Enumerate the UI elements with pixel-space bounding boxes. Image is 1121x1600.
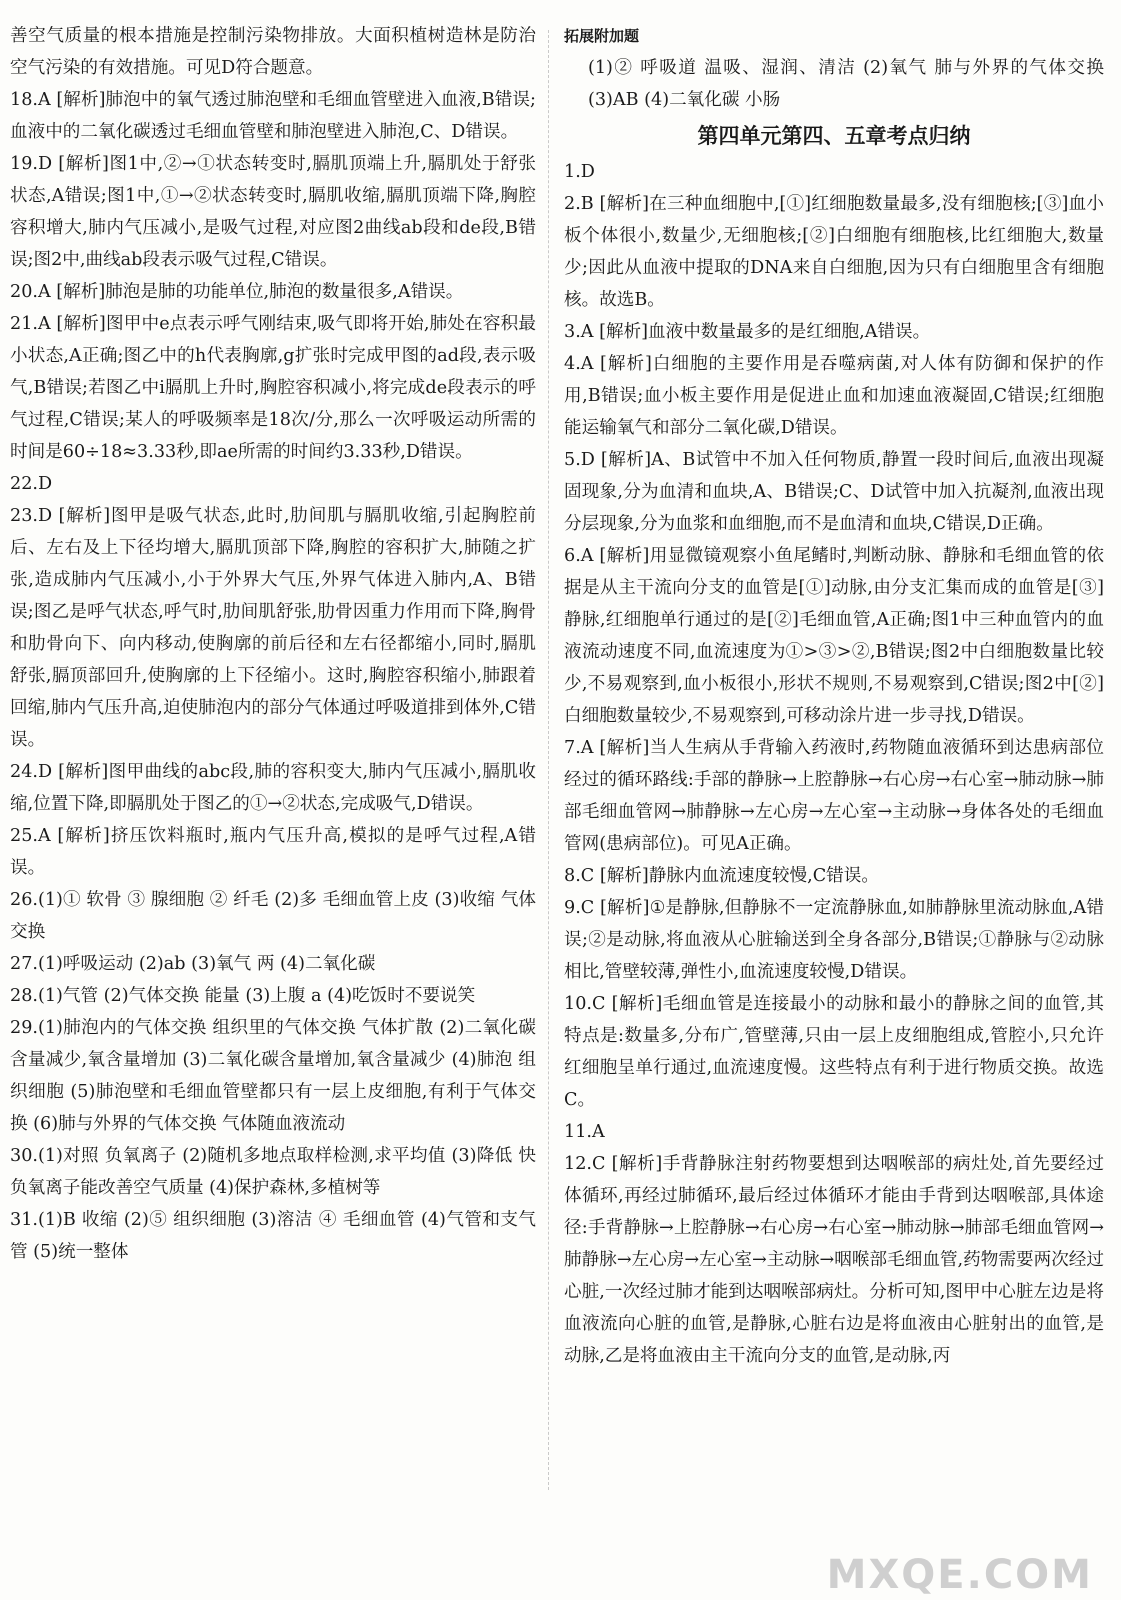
answer-r1: 1.D — [564, 162, 595, 182]
answer-r5: 5.D [解析]A、B试管中不加入任何物质,静置一段时间后,血液出现凝固现象,分为血清和血块,A、B错误;C、D试管中加入抗凝剂,血液出现分层现象,分为血浆和血细胞,而不是血清和血块,C错误,D正确。 — [564, 450, 1104, 534]
right-column — [564, 20, 1104, 1560]
answer-28: 28.(1)气管 (2)气体交换 能量 (3)上腹 a (4)吃饭时不要说笑 — [10, 986, 476, 1006]
answer-r2: 2.B [解析]在三种血细胞中,[①]红细胞数量最多,没有细胞核;[③]血小板个体很小,数量少,无细胞核;[②]白细胞有细胞核,比红细胞大,数量少;因此从血液中提取的DNA来自白细胞,因为只有白细胞里含有细胞核。故选B。 — [564, 194, 1104, 310]
answer-30: 30.(1)对照 负氧离子 (2)随机多地点取样检测,求平均值 (3)降低 快 负氧离子能改善空气质量 (4)保护森林,多植树等 — [10, 1146, 536, 1198]
answer-r6: 6.A [解析]用显微镜观察小鱼尾鳍时,判断动脉、静脉和毛细血管的依据是从主干流向分支的血管是[①]动脉,由分支汇集而成的血管是[③]静脉,红细胞单行通过的是[②]毛细血管,A正确;图1中三种血管内的血液流动速度不同,血流速度为①>③>②,B错误;图2中白细胞数量比较少,不易观察到,血小板很小,形状不规则,不易观察到,C错误;图2中[②]白细胞数量较少,不易观察到,可移动涂片进一步寻找,D错误。 — [564, 546, 1104, 726]
answer-r4: 4.A [解析]白细胞的主要作用是吞噬病菌,对人体有防御和保护的作用,B错误;血小板主要作用是促进止血和加速血液凝固,C错误;红细胞能运输氧气和部分二氧化碳,D错误。 — [564, 354, 1104, 438]
watermark: MXQE.COM — [826, 1552, 1093, 1598]
answer-26: 26.(1)① 软骨 ③ 腺细胞 ② 纤毛 (2)多 毛细血管上皮 (3)收缩 气体交换 — [10, 890, 536, 942]
answer-21: 21.A [解析]图甲中e点表示呼气刚结束,吸气即将开始,肺处在容积最小状态,A正确;图乙中的h代表胸廓,g扩张时完成甲图的ad段,表示吸气,B错误;若图乙中i膈肌上升时,胸腔容积减小,将完成de段表示的呼气过程,C错误;某人的呼吸频率是18次/分,那么一次呼吸运动所需的时间是60÷18≈3.33秒,即ae所需的时间约3.33秒,D错误。 — [10, 314, 536, 462]
answer-r12: 12.C [解析]手背静脉注射药物要想到达咽喉部的病灶处,首先要经过体循环,再经过肺循环,最后经过体循环才能由手背到达咽喉部,具体途径:手背静脉→上腔静脉→右心房→右心室→肺动脉→肺部毛细血管网→肺静脉→左心房→左心室→主动脉→咽喉部毛细血管,药物需要两次经过心脏,一次经过肺才能到达咽喉部病灶。分析可知,图甲中心脏左边是将血液流向心脏的血管,是静脉,心脏右边是将血液由心脏射出的血管,是动脉,乙是将血液由主干流向分支的血管,是动脉,丙 — [564, 1154, 1104, 1366]
answer-r3: 3.A [解析]血液中数量最多的是红细胞,A错误。 — [564, 322, 931, 342]
column-divider — [548, 30, 549, 1490]
answer-r10: 10.C [解析]毛细血管是连接最小的动脉和最小的静脉之间的血管,其特点是:数量多,分布广,管壁薄,只由一层上皮细胞组成,管腔小,只允许红细胞呈单行通过,血流速度慢。这些特点有利于进行物质交换。故选C。 — [564, 994, 1104, 1110]
extension-answer: (1)② 呼吸道 温吸、湿润、清洁 (2)氧气 肺与外界的气体交换 (3)AB (4)二氧化碳 小肠 — [588, 58, 1104, 110]
answer-r9: 9.C [解析]①是静脉,但静脉不一定流静脉血,如肺静脉里流动脉血,A错误;②是动脉,将血液从心脏输送到全身各部分,B错误;①静脉与②动脉相比,管壁较薄,弹性小,血流速度较慢,D错误。 — [564, 898, 1104, 982]
answer-18: 18.A [解析]肺泡中的氧气透过肺泡壁和毛细血管壁进入血液,B错误;血液中的二氧化碳透过毛细血管壁和肺泡壁进入肺泡,C、D错误。 — [10, 90, 536, 142]
answer-22: 22.D — [10, 474, 53, 494]
answer-r11: 11.A — [564, 1122, 605, 1142]
answer-29: 29.(1)肺泡内的气体交换 组织里的气体交换 气体扩散 (2)二氧化碳含量减少,氧含量增加 (3)二氧化碳含量增加,氧含量减少 (4)肺泡 组织细胞 (5)肺泡壁和毛细血管壁都只有一层上皮细胞,有利于气体交换 (6)肺与外界的气体交换 气体随血液流动 — [10, 1018, 536, 1134]
unit-title: 第四单元第四、五章考点归纳 — [697, 124, 971, 148]
answer-31: 31.(1)B 收缩 (2)⑤ 组织细胞 (3)溶洁 ④ 毛细血管 (4)气管和支气管 (5)统一整体 — [10, 1210, 536, 1262]
answer-23: 23.D [解析]图甲是吸气状态,此时,肋间肌与膈肌收缩,引起胸腔前后、左右及上下径均增大,膈肌顶部下降,胸腔的容积扩大,肺随之扩张,造成肺内气压减小,小于外界大气压,外界气体进入肺内,A、B错误;图乙是呼气状态,呼气时,肋间肌舒张,肋骨因重力作用而下降,胸骨和肋骨向下、向内移动,使胸廓的前后径和左右径都缩小,同时,膈肌舒张,膈顶部回升,使胸廓的上下径缩小。这时,胸腔容积缩小,肺跟着回缩,肺内气压升高,迫使肺泡内的部分气体通过呼吸道排到体外,C错误。 — [10, 506, 536, 750]
answer-19: 19.D [解析]图1中,②→①状态转变时,膈肌顶端上升,膈肌处于舒张状态,A错误;图1中,①→②状态转变时,膈肌收缩,膈肌顶端下降,胸腔容积增大,肺内气压减小,是吸气过程,对应图2曲线ab段和de段,B错误;图2中,曲线ab段表示吸气过程,C错误。 — [10, 154, 536, 270]
answer-r7: 7.A [解析]当人生病从手背输入药液时,药物随血液循环到达患病部位经过的循环路线:手部的静脉→上腔静脉→右心房→右心室→肺动脉→肺部毛细血管网→肺静脉→左心房→左心室→主动脉→身体各处的毛细血管网(患病部位)。可见A正确。 — [564, 738, 1104, 854]
answer-r8: 8.C [解析]静脉内血流速度较慢,C错误。 — [564, 866, 879, 886]
answer-25: 25.A [解析]挤压饮料瓶时,瓶内气压升高,模拟的是呼气过程,A错误。 — [10, 826, 536, 878]
answer-24: 24.D [解析]图甲曲线的abc段,肺的容积变大,肺内气压减小,膈肌收缩,位置下降,即膈肌处于图乙的①→②状态,完成吸气,D错误。 — [10, 762, 536, 814]
left-para-0: 善空气质量的根本措施是控制污染物排放。大面积植树造林是防治空气污染的有效措施。可见D符合题意。 — [10, 26, 536, 78]
answer-27: 27.(1)呼吸运动 (2)ab (3)氧气 两 (4)二氧化碳 — [10, 954, 376, 974]
left-column — [10, 20, 536, 1560]
answer-20: 20.A [解析]肺泡是肺的功能单位,肺泡的数量很多,A错误。 — [10, 282, 464, 302]
section-label: 拓展附加题 — [564, 27, 640, 45]
